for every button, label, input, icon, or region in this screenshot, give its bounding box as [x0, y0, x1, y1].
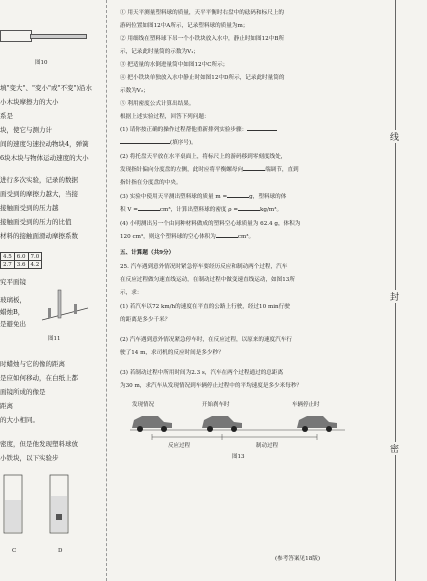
caption-found: 发现情况: [132, 402, 155, 408]
left-line: 面镜所成的像是: [0, 388, 46, 396]
column-divider: [106, 0, 107, 581]
step-5: ⑤ 利用密度公式计算出结果。: [120, 101, 195, 107]
table-cell: 4.2: [28, 261, 42, 269]
table-cell: 3.6: [14, 261, 28, 269]
question-3-text-b: 积 V =: [120, 207, 138, 213]
binding-margin: [365, 0, 427, 581]
distance-reaction: 反应过程: [168, 443, 191, 449]
question-2-text: 发现指针偏向分度盘的左侧，此时应将平衡螺母向: [120, 167, 244, 173]
left-line: 小木块摩擦力的大小: [0, 98, 59, 106]
answer-blank[interactable]: [120, 143, 170, 144]
left-line: 系是: [0, 112, 13, 120]
problem-25-part-2-cont: 驶了14 m，求司机的反应时间是多少秒？: [120, 350, 224, 356]
figure-13-cars: [130, 402, 350, 448]
left-line: 是避免出: [0, 320, 26, 328]
left-line: 接触面受到的压力越: [0, 204, 59, 212]
instructions: 根据上述实验过程，回答下列问题：: [120, 114, 210, 120]
answer-blank[interactable]: [243, 170, 265, 171]
left-line: 时蜡烛与它的像的距离: [0, 360, 65, 368]
left-line: 填"变大"、"变小"或"不变")沿水: [0, 84, 92, 92]
right-column: [120, 10, 360, 578]
left-line: 蜡烛B，: [0, 308, 25, 316]
answer-blank[interactable]: [247, 130, 277, 131]
left-line: 接触面受到的压力的比值: [0, 218, 72, 226]
question-3-unit: g，塑料球的体: [249, 194, 287, 200]
left-line: 小铁块，以下实验步: [0, 454, 59, 462]
problem-25-end: 示，求：: [120, 290, 143, 296]
mirror-apparatus-figure: [40, 286, 90, 328]
table-cell: 4.5: [1, 253, 15, 261]
left-line: 进行多次实验，记录的数据: [0, 176, 78, 184]
problem-25: 25. 汽车遇到意外情况时紧急停车要经历反应和制动两个过程，汽车: [120, 264, 288, 270]
caption-brake: 开始刹车时: [202, 402, 230, 408]
question-2-end: 指针指在分度盘的中央。: [120, 180, 182, 186]
table-row: [1, 253, 42, 261]
left-line: 玻璃板，: [0, 296, 26, 304]
left-column: [0, 0, 92, 581]
table-row: [1, 261, 42, 269]
answer-blank[interactable]: [238, 210, 260, 211]
problem-25-part-1-cont: 的距离是多少千米？: [120, 317, 171, 323]
car-icon: [297, 416, 337, 432]
question-1-text: (1) 请你按正确的操作过程帮他重新排列实验步骤：: [120, 127, 248, 133]
question-1: [120, 127, 277, 134]
table-cell: 6.0: [14, 253, 28, 261]
question-3-unit-b: cm³，计算出塑料球的密度 ρ =: [159, 207, 239, 213]
apparatus-board: [30, 34, 87, 39]
answer-blank[interactable]: [138, 210, 160, 211]
graduated-cylinders-figure: [0, 470, 90, 540]
step-1-cont: 游码位置如图12中A所示，记录塑料球的质量为m；: [120, 23, 249, 29]
caption-stop: 车辆停止时: [292, 402, 320, 408]
question-3: [120, 194, 286, 201]
step-4-cont: 示数为V₂；: [120, 88, 149, 94]
left-line: 密度，但是他发现塑料球放: [0, 440, 78, 448]
step-3: ③ 把适量的水倒进量筒中如图12中C所示；: [120, 62, 229, 68]
left-line: 6块木块与物体运动速度的大小: [0, 154, 89, 162]
table-cell: 2.7: [1, 261, 15, 269]
answer-blank[interactable]: [216, 237, 238, 238]
car-icon: [202, 416, 242, 432]
distance-braking: 制动过程: [256, 443, 279, 449]
car-icon: [132, 416, 172, 432]
section-5-heading: 五、计算题（共9分）: [120, 250, 175, 256]
step-2-cont: 示，记录此时量筒的示数为V₁；: [120, 49, 200, 55]
question-3-text: (3) 实验中使用天平测出塑料球的质量 m =: [120, 194, 228, 200]
answer-blank[interactable]: [227, 197, 249, 198]
question-4: (4) 小明测出另一个由同种材料做成的塑料空心球质量为 62.4 g，体积为: [120, 221, 301, 227]
question-1-end: (填序号)。: [170, 140, 197, 146]
question-4-unit: cm³。: [237, 234, 255, 240]
question-2-text-end: 端调节，直到: [265, 167, 299, 173]
figure-10-caption: 图10: [35, 60, 48, 66]
question-2: (2) 将托盘天平放在水平桌面上，将标尺上的游码移到零刻度线处，: [120, 154, 287, 160]
step-1: ① 用天平测量塑料球的质量，天平平衡时右盘中的砝码和标尺上的: [120, 10, 284, 16]
question-3-cont: [120, 207, 282, 214]
table-cell: 7.0: [28, 253, 42, 261]
left-line: 的大小相同。: [0, 416, 39, 424]
data-table: [0, 252, 42, 269]
step-2: ② 用细线在塑料球下吊一个小铁块放入水中，静止时如图12中B所: [120, 36, 285, 42]
left-line: 究平面镜: [0, 278, 26, 286]
question-3-unit-c: kg/m³。: [260, 207, 283, 213]
apparatus-figure: [0, 30, 32, 42]
left-line: 间的速度匀速拉动物块4，弹簧: [0, 140, 89, 148]
problem-25-part-2: (2) 汽车遇到意外情况紧急停车时，在反应过程，以原来的速度汽车行: [120, 337, 292, 343]
left-line: 块，使它与测力计: [0, 126, 52, 134]
question-4-text: 120 cm³，则这个塑料球的空心体积为: [120, 234, 216, 240]
figure-11-caption: 图11: [48, 336, 61, 342]
question-2-cont: [120, 167, 299, 174]
left-line: 材料的接触面滑动摩擦系数: [0, 232, 78, 240]
figure-d-label: D: [58, 548, 63, 554]
problem-25-cont: 在反应过程做匀速直线运动，在制动过程中做变速直线运动，如图13所: [120, 277, 295, 283]
question-4-cont: [120, 234, 254, 241]
left-line: 是应如何移动，在白纸上都: [0, 374, 78, 382]
side-mark-line: 线: [388, 132, 398, 141]
side-mark-secret: 密: [388, 444, 398, 453]
side-mark-seal: 封: [388, 292, 398, 301]
step-4: ④ 把小铁块单独放入水中静止时如图12中D所示，记录此时量筒的: [120, 75, 285, 81]
figure-13-caption: 图13: [232, 454, 245, 460]
left-line: 面受到的摩擦力越大，当接: [0, 190, 78, 198]
answer-reference-footer: (参考答案见18版): [275, 556, 321, 562]
figure-c-label: C: [12, 548, 17, 554]
left-line: 距离: [0, 402, 13, 410]
problem-25-part-3: (3) 若制动过程中所用时间为2.3 s，汽车在两个过程通过的总距离: [120, 370, 284, 376]
problem-25-part-1: (1) 若汽车以72 km/h的速度在平直的公路上行驶，经过10 min行驶: [120, 304, 290, 310]
question-1-cont: [120, 140, 197, 147]
problem-25-part-3-cont: 为30 m，求汽车从发现情况到车辆停止过程中的平均速度是多少米每秒？: [120, 383, 303, 389]
